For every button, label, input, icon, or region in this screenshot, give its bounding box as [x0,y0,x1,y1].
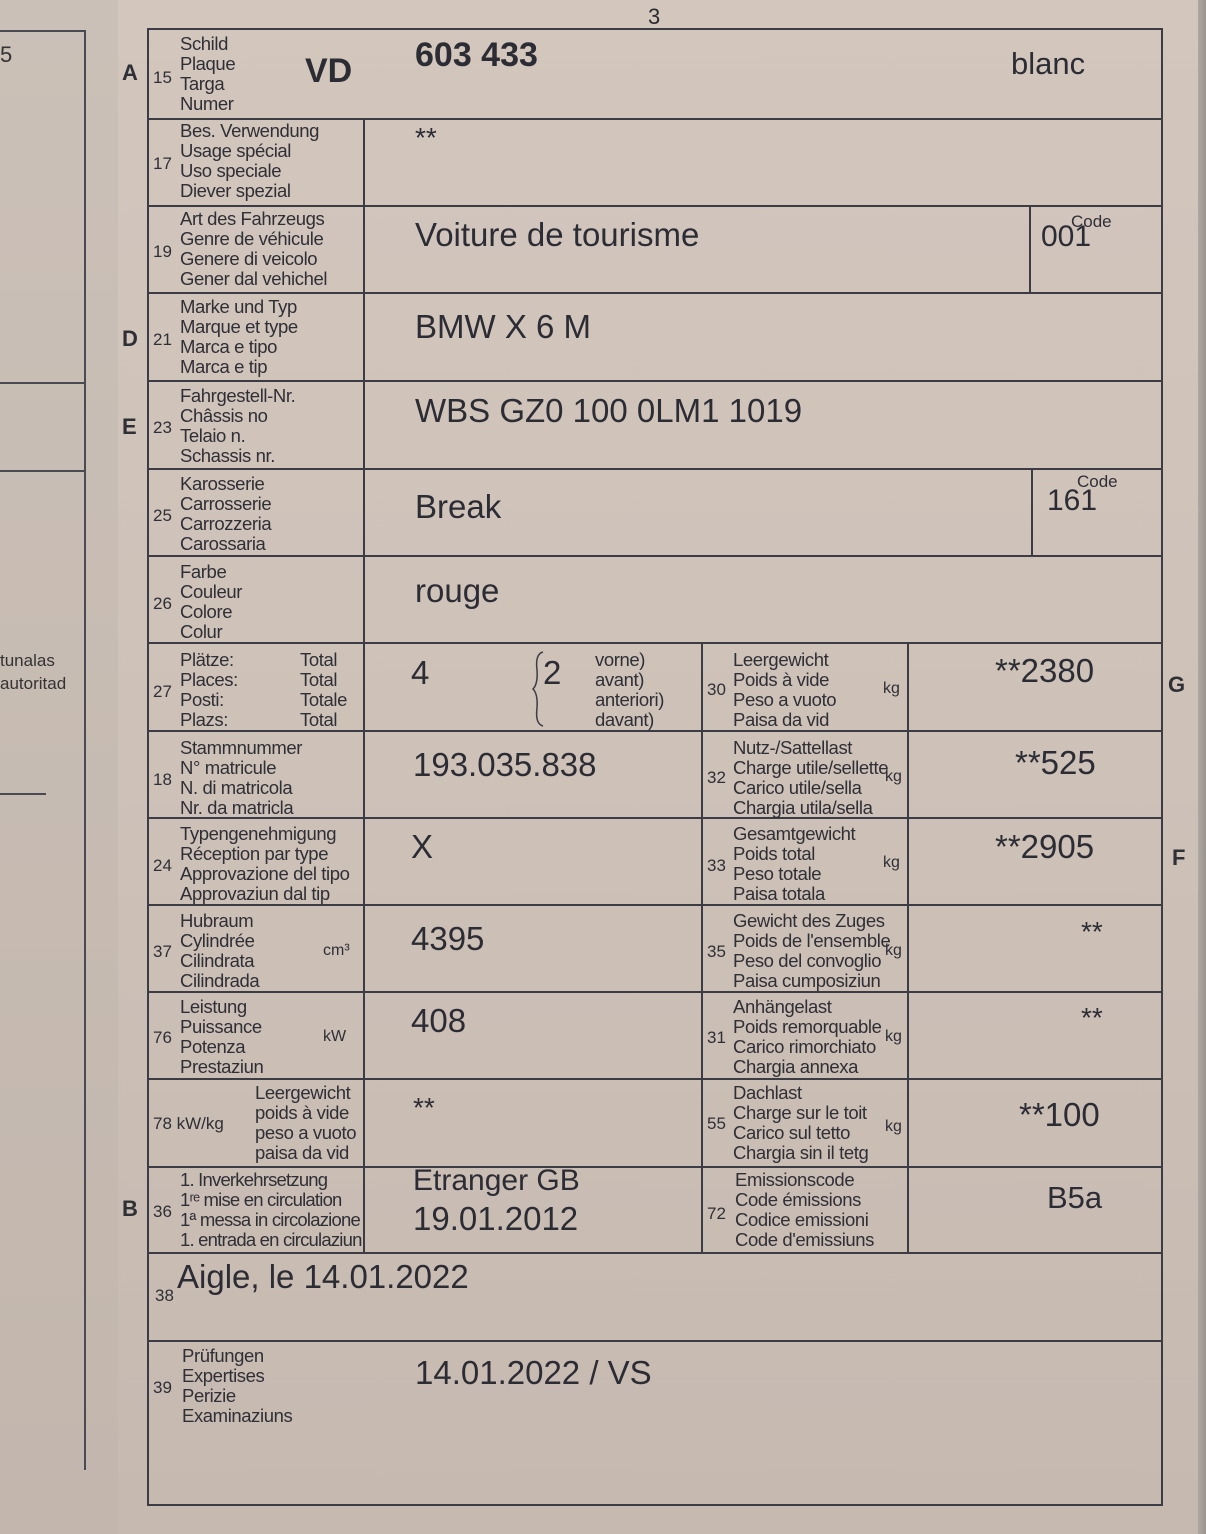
column-divider [907,642,909,1252]
row-divider [149,1252,1161,1254]
field-number: 26 [153,594,172,613]
power-label: Leistung Puissance Potenza Prestaziun [180,996,264,1077]
unit-kg: kg [885,1118,902,1135]
unit-kg: kg [885,768,902,785]
color-value: rouge [415,572,500,609]
empty-weight-value: **2380 [995,652,1095,689]
seats-total-value: 4 [411,654,430,691]
trailer-load-label: Anhängelast Poids remorquable Carico rimorchiato Chargia annexa [733,996,882,1077]
row-divider [149,468,1161,470]
field-number: 32 [707,768,726,787]
displacement-label: Hubraum Cylindrée Cilindrata Cilindrada [180,910,260,991]
special-use-value: ** [415,122,437,153]
row-divider [149,555,1161,557]
row-divider [149,380,1161,382]
divider [0,470,84,472]
field-number: 76 [153,1028,172,1047]
side-letter-g: G [1168,672,1186,697]
side-letter-b: B [122,1196,138,1221]
make-model-value: BMW X 6 M [415,308,592,345]
field-number: 30 [707,680,726,699]
row-divider [149,1166,1161,1168]
unit-kg: kg [885,942,902,959]
emission-code-value: B5a [1047,1180,1103,1215]
power-value: 408 [411,1002,467,1039]
plate-number: 603 433 [415,36,538,74]
left-page-char: 5 [0,42,13,67]
column-divider [701,642,703,1252]
left-page-text: tunalas [0,651,55,670]
field-number: 23 [153,418,172,437]
field-number: 72 [707,1204,726,1223]
row-divider [149,205,1161,207]
divider [0,382,84,384]
row-divider [149,1078,1161,1080]
field-number: 33 [707,856,726,875]
registration-number-label: Stammnummer N° matricule N. di matricola Nr. da matricla [180,737,303,818]
plate-color: blanc [1011,46,1086,81]
side-letter-f: F [1172,845,1186,870]
field-number: 15 [153,68,172,87]
code-label: Code [1071,212,1112,231]
row-divider [149,730,1161,732]
side-letter-d: D [122,326,138,351]
displacement-value: 4395 [411,920,485,957]
type-approval-value: X [411,828,434,865]
field-number: 55 [707,1114,726,1133]
field-number: 35 [707,942,726,961]
seats-label: Plätze: Places: Posti: Plazs: [180,649,238,730]
total-weight-value: **2905 [995,828,1095,865]
body-code: 161 [1047,484,1098,517]
row-divider [149,991,1161,993]
code-box-divider [1031,468,1033,555]
field-number: 38 [155,1286,174,1305]
left-page-text: autoritad [0,674,67,693]
field-number: 37 [153,942,172,961]
power-to-weight-value: ** [413,1092,435,1123]
roof-load-value: **100 [1019,1096,1100,1133]
plate-label: Schild Plaque Targa Numer [180,33,236,114]
empty-weight-label: Leergewicht Poids à vide Peso a vuoto Paisa da vid [733,649,837,730]
row-divider [149,1340,1161,1342]
vehicle-type-label: Art des Fahrzeugs Genre de véhicule Genere di veicolo Gener dal vehichel [180,208,328,289]
divider [0,30,84,32]
row-divider [149,642,1161,644]
side-letter-a: A [122,60,138,85]
field-number: 18 [153,770,172,789]
canton-code: VD [305,52,353,90]
left-page-border [84,30,86,1470]
color-label: Farbe Couleur Colore Colur [180,561,242,642]
seats-front-label: vorne) avant) anteriori) davant) [595,649,664,730]
seats-front-value: 2 [543,654,562,691]
left-page [0,0,118,1534]
field-number: 78 kW/kg [153,1114,224,1133]
unit-kg: kg [883,854,900,871]
unit-cm3: cm³ [323,942,350,959]
field-number: 25 [153,506,172,525]
field-number: 31 [707,1028,726,1047]
field-number: 24 [153,856,172,875]
field-number: 39 [153,1378,172,1397]
inspections-value: 14.01.2022 / VS [415,1354,652,1391]
roof-load-label: Dachlast Charge sur le toit Carico sul tetto Chargia sin il tetg [733,1082,869,1163]
registration-form [147,28,1163,1506]
train-weight-value: ** [1081,916,1103,947]
total-weight-label: Gesamtgewicht Poids total Peso totale Paisa totala [733,823,856,904]
special-use-label: Bes. Verwendung Usage spécial Uso speciale Diever spezial [180,120,320,201]
code-box-divider [1029,205,1031,292]
row-divider [149,904,1161,906]
field-number: 21 [153,330,172,349]
seats-total-label: Total Total Totale Total [300,649,347,730]
row-divider [149,292,1161,294]
power-to-weight-label: Leergewicht poids à vide peso a vuoto paisa da vid [255,1082,357,1163]
first-registration-label: 1. Inverkehrsetzung 1ʳᵉ mise en circulation 1ª messa in circolazione 1. entrada en circulaziun [180,1169,362,1250]
chassis-number: WBS GZ0 100 0LM1 1019 [415,392,803,429]
type-approval-label: Typengenehmigung Réception par type Approvazione del tipo Approvaziun dal tip [180,823,350,904]
unit-kg: kg [885,1028,902,1045]
train-weight-label: Gewicht des Zuges Poids de l'ensemble Peso del convoglio Paisa cumposiziun [733,910,891,991]
payload-value: **525 [1015,744,1096,781]
trailer-load-value: ** [1081,1002,1103,1033]
chassis-label: Fahrgestell-Nr. Châssis no Telaio n. Schassis nr. [180,385,296,466]
vehicle-type-code: 001 [1041,220,1092,253]
place-date-value: Aigle, le 14.01.2022 [177,1258,469,1295]
field-number: 17 [153,154,172,173]
unit-kw: kW [323,1028,347,1045]
field-number: 36 [153,1202,172,1221]
column-divider [363,118,365,1252]
field-number: 19 [153,242,172,261]
payload-label: Nutz-/Sattellast Charge utile/sellette Carico utile/sella Chargia utila/sella [733,737,889,818]
make-model-label: Marke und Typ Marque et type Marca e tipo Marca e tip [180,296,298,377]
body-label: Karosserie Carrosserie Carrozzeria Carossaria [180,473,272,554]
page-number: 3 [648,4,661,29]
registration-number-value: 193.035.838 [413,746,597,783]
divider [0,793,46,795]
field-number: 27 [153,682,172,701]
first-registration-origin: Etranger GB [413,1164,580,1197]
side-letter-e: E [122,414,137,439]
first-registration-date: 19.01.2012 [413,1200,579,1237]
unit-kg: kg [883,680,900,697]
emission-code-label: Emissionscode Code émissions Codice emissioni Code d'emissiuns [735,1169,875,1250]
inspections-label: Prüfungen Expertises Perizie Examinaziuns [182,1345,293,1426]
vehicle-type-value: Voiture de tourisme [415,216,700,253]
code-label: Code [1077,472,1118,491]
body-value: Break [415,488,502,525]
